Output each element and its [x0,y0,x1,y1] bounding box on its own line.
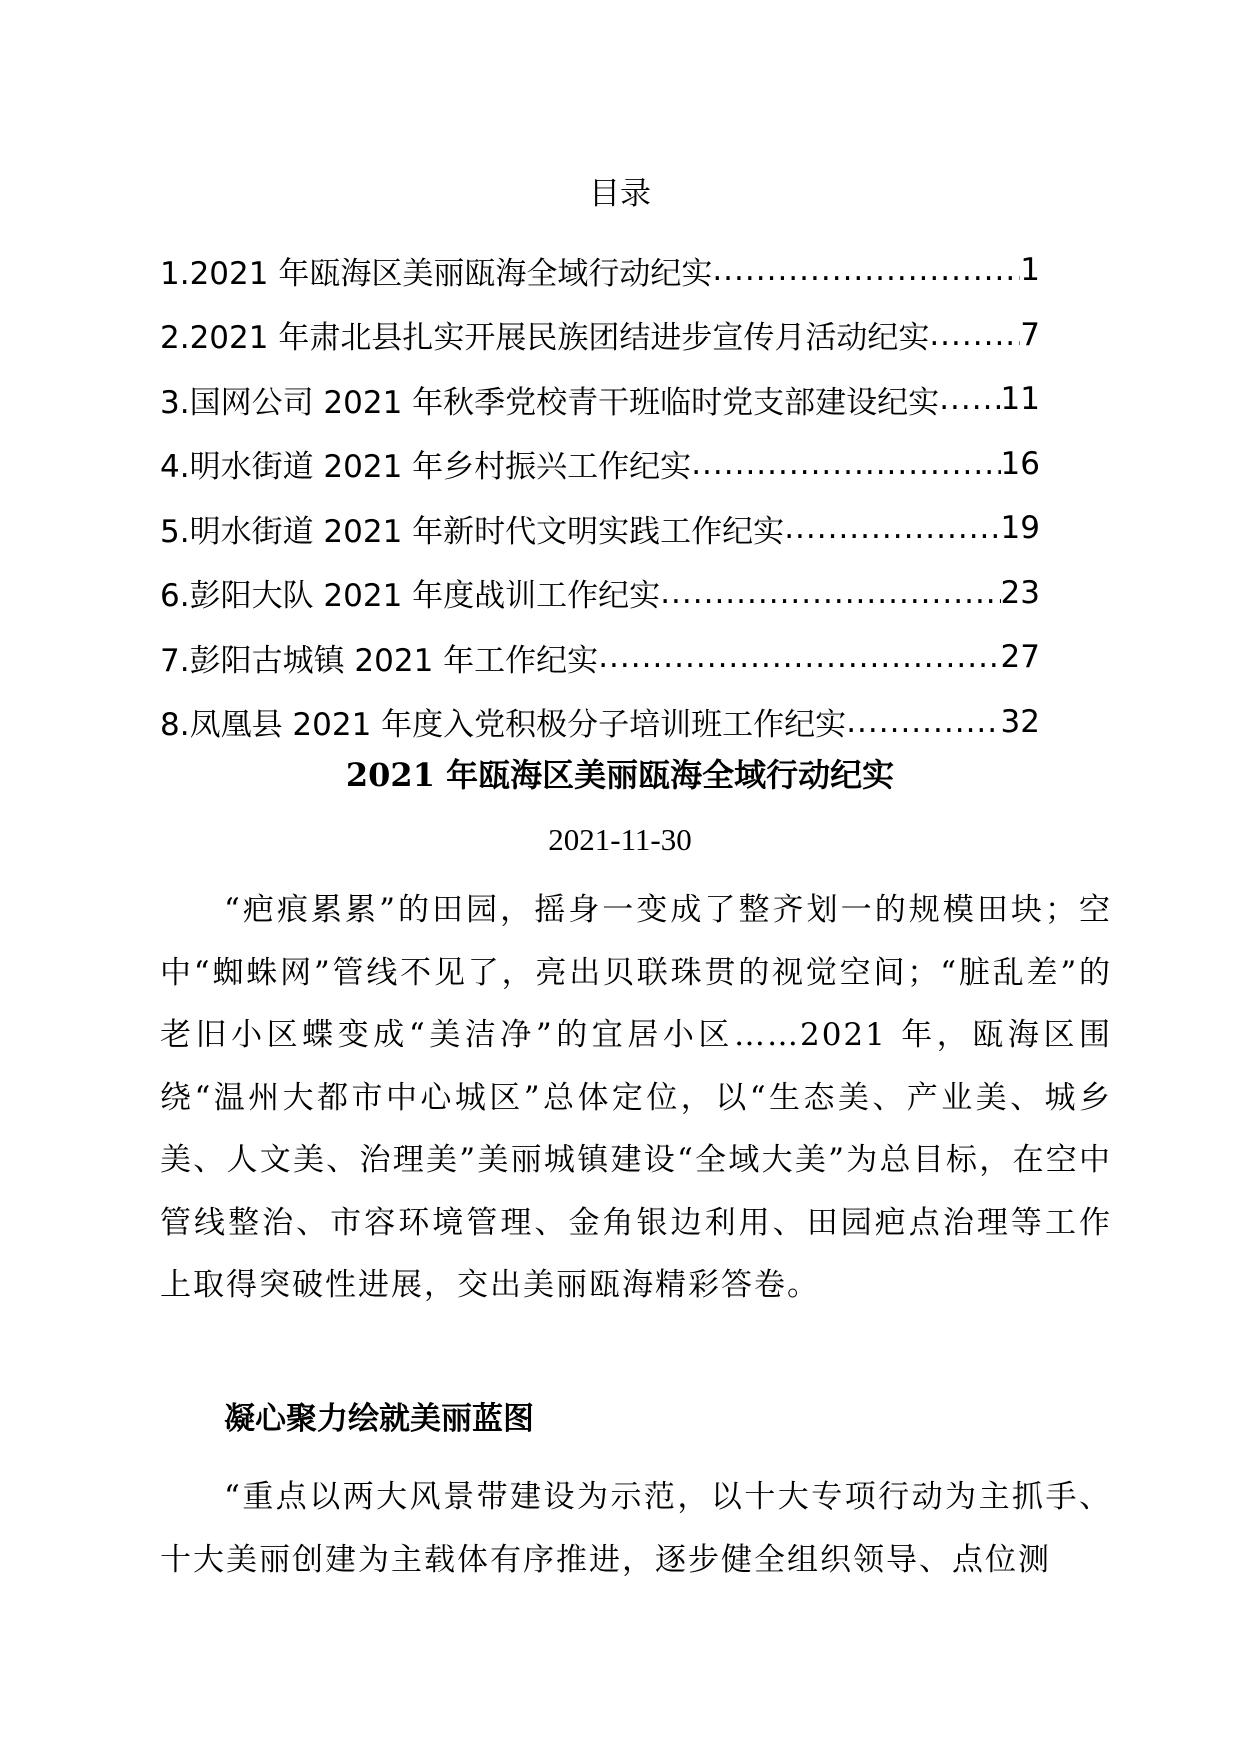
toc-item[interactable] [160,432,1040,497]
table-of-contents [160,238,1040,754]
toc-item-page: 7 [1020,316,1040,353]
article-title: 2021 年瓯海区美丽瓯海全域行动纪实 [345,756,895,794]
toc-item-page: 27 [1000,639,1040,676]
toc-item-page: 16 [1000,445,1040,482]
article-date: 2021-11-30 [548,822,692,857]
toc-item-page: 23 [1000,574,1040,611]
section-heading: 凝心聚力绘就美丽蓝图 [224,1401,534,1437]
toc-title: 目录 [589,176,651,212]
toc-item-page: 1 [1020,252,1040,289]
toc-item-label: 4.明水街道 2021 年乡村振兴工作纪实 [160,449,692,486]
toc-item[interactable] [160,561,1040,626]
toc-leader-dots [691,446,1000,482]
toc-item-page: 19 [1000,510,1040,547]
article-paragraph: “疤痕累累”的田园，摇身一变成了整齐划一的规模田块；空中“蜘蛛网”管线不见了，亮出贝联珠贯的视觉空间；“脏乱差”的老旧小区蝶变成“美洁净”的宜居小区……2021 年，瓯海区围绕“温州大都市中心城区”总体定位，以“生态美、产业美、城乡美、人文美、治理美”美丽城镇建设“全域大美”为总目标，在空中管线整治、市容环境管理、金角银边利用、田园疤点治理等工作上取得突破性进展，交出美丽瓯海精彩答卷。 [160,892,1112,1303]
toc-item[interactable] [160,690,1040,755]
toc-item-label: 8.凤凰县 2021 年度入党积极分子培训班工作纪实 [160,707,847,744]
toc-item-label: 6.彭阳大队 2021 年度战训工作纪实 [160,578,661,615]
toc-item-label: 2.2021 年肃北县扎实开展民族团结进步宣传月活动纪实 [160,320,930,357]
toc-leader-dots [784,510,1000,546]
article-paragraph: “重点以两大风景带建设为示范，以十大专项行动为主抓手、十大美丽创建为主载体有序推进，逐步健全组织领导、点位测 [160,1479,1112,1578]
toc-item-page: 11 [1000,381,1040,418]
toc-item[interactable] [160,238,1040,303]
toc-leader-dots [598,639,1000,675]
toc-leader-dots [939,381,1000,417]
toc-item-label: 5.明水街道 2021 年新时代文明实践工作纪实 [160,513,785,550]
toc-item-label: 3.国网公司 2021 年秋季党校青干班临时党支部建设纪实 [160,384,940,421]
toc-item-page: 32 [1000,703,1040,740]
toc-item[interactable] [160,367,1040,432]
toc-item-label: 1.2021 年瓯海区美丽瓯海全域行动纪实 [160,255,713,292]
toc-item[interactable] [160,496,1040,561]
toc-item[interactable] [160,303,1040,368]
toc-leader-dots [929,317,1020,353]
toc-leader-dots [712,252,1020,288]
toc-leader-dots [660,575,1000,611]
toc-leader-dots [846,704,1000,740]
toc-item-label: 7.彭阳古城镇 2021 年工作纪实 [160,642,599,679]
toc-item[interactable] [160,625,1040,690]
